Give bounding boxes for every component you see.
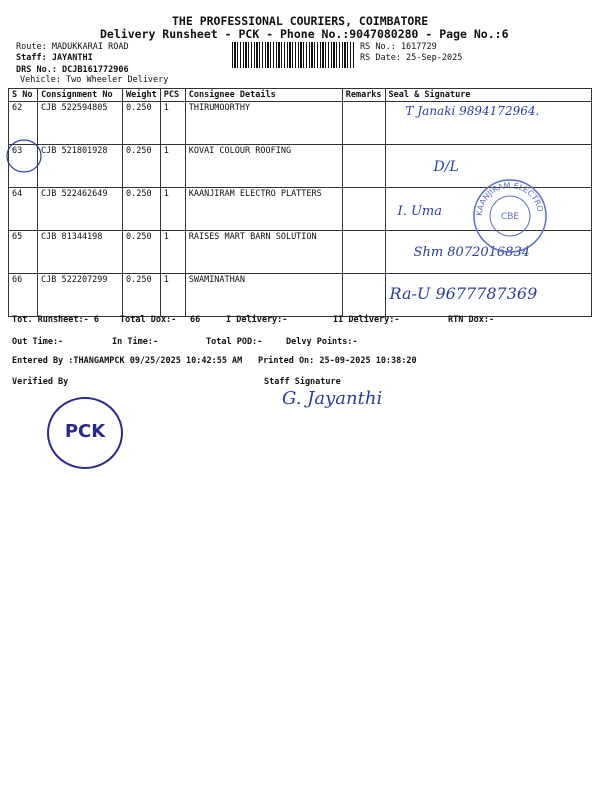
svg-text:KAANJIRAM ELECTRO: [475, 181, 545, 216]
col-consignment: Consignment No: [38, 89, 123, 102]
cell-signature: [385, 274, 591, 317]
pck-stamp-text: PCK: [64, 421, 106, 442]
cell-weight: 0.250: [123, 231, 161, 274]
cell-consignment: CJB 521801928: [38, 145, 123, 188]
col-weight: Weight: [123, 89, 161, 102]
cell-consignee: RAISES MART BARN SOLUTION: [185, 231, 342, 274]
signature-handwriting: D/L: [433, 159, 459, 175]
staff-signature-handwriting: G. Jayanthi: [282, 388, 383, 409]
col-pcs: PCS: [160, 89, 185, 102]
cell-remarks: [342, 188, 385, 231]
col-remarks: Remarks: [342, 89, 385, 102]
cell-weight: 0.250: [123, 188, 161, 231]
cell-consignment: CJB 522594805: [38, 102, 123, 145]
seal-center-text: CBE: [500, 212, 520, 222]
seal-ring-text: KAANJIRAM ELECTRO: [474, 180, 545, 217]
cell-consignee: KOVAI COLOUR ROOFING: [185, 145, 342, 188]
barcode: [232, 42, 354, 68]
cell-sno: 66: [9, 274, 38, 317]
cell-consignee: SWAMINATHAN: [185, 274, 342, 317]
total-dox-value: 66: [190, 315, 201, 325]
cell-remarks: [342, 274, 385, 317]
cell-pcs: 1: [160, 102, 185, 145]
cell-pcs: 1: [160, 274, 185, 317]
delvy-points-label: Delvy Points:-: [286, 337, 358, 347]
row-circle-mark: [4, 136, 44, 176]
cell-sno: 62: [9, 102, 38, 145]
company-seal-stamp: [470, 176, 550, 256]
cell-consignment: CJB 522462649: [38, 188, 123, 231]
tot-runsheet: Tot. Runsheet:- 6: [12, 315, 99, 325]
staff-signature-label: Staff Signature: [264, 377, 341, 387]
cell-consignee: THIRUMOORTHY: [185, 102, 342, 145]
cell-weight: 0.250: [123, 274, 161, 317]
i-delivery-label: I Delivery:-: [226, 315, 288, 325]
col-signature: Seal & Signature: [385, 89, 591, 102]
cell-consignee: KAANJIRAM ELECTRO PLATTERS: [185, 188, 342, 231]
signature-handwriting: Ra-U 9677787369: [389, 284, 538, 303]
total-pod-label: Total POD:-: [206, 337, 263, 347]
cell-pcs: 1: [160, 145, 185, 188]
printed-on: Printed On: 25-09-2025 10:38:20: [258, 356, 417, 366]
vehicle-label: Vehicle: Two Wheeler Delivery: [20, 75, 169, 85]
cell-remarks: [342, 231, 385, 274]
entered-by: Entered By :THANGAMPCK 09/25/2025 10:42:55 AM: [12, 356, 243, 366]
company-title: THE PROFESSIONAL COURIERS, COIMBATORE: [172, 14, 429, 28]
cell-pcs: 1: [160, 188, 185, 231]
total-dox-label: Total Dox:-: [120, 315, 177, 325]
cell-weight: 0.250: [123, 102, 161, 145]
ii-delivery-label: II Delivery:-: [333, 315, 400, 325]
drs-label: DRS No.: DCJB161772906: [16, 65, 129, 75]
rs-no-label: RS No.: 1617729: [360, 42, 437, 52]
table-header-row: [9, 89, 592, 102]
runsheet-title: Delivery Runsheet - PCK - Phone No.:9047080280 - Page No.:6: [100, 27, 509, 41]
cell-signature: [385, 102, 591, 145]
cell-consignment: CJB 81344198: [38, 231, 123, 274]
cell-remarks: [342, 145, 385, 188]
staff-label: Staff: JAYANTHI: [16, 53, 93, 63]
cell-pcs: 1: [160, 231, 185, 274]
cell-weight: 0.250: [123, 145, 161, 188]
cell-sno: 64: [9, 188, 38, 231]
route-label: Route: MADUKKARAI ROAD: [16, 42, 129, 52]
rs-date-label: RS Date: 25-Sep-2025: [360, 53, 463, 63]
out-time-label: Out Time:-: [12, 337, 64, 347]
verified-by-label: Verified By: [12, 377, 69, 387]
col-sno: S No: [9, 89, 38, 102]
cell-remarks: [342, 102, 385, 145]
table-row: [9, 102, 592, 145]
signature-handwriting: I. Uma: [397, 204, 442, 219]
table-row: [9, 274, 592, 317]
signature-handwriting: T Janaki 9894172964.: [405, 104, 540, 118]
in-time-label: In Time:-: [112, 337, 159, 347]
rtn-dox-label: RTN Dox:-: [448, 315, 495, 325]
col-consignee: Consignee Details: [185, 89, 342, 102]
cell-sno: 63: [9, 145, 38, 188]
cell-consignment: CJB 522207299: [38, 274, 123, 317]
cell-sno: 65: [9, 231, 38, 274]
signature-handwriting: Shm 8072016834: [413, 245, 530, 260]
pck-stamp: [47, 397, 123, 469]
